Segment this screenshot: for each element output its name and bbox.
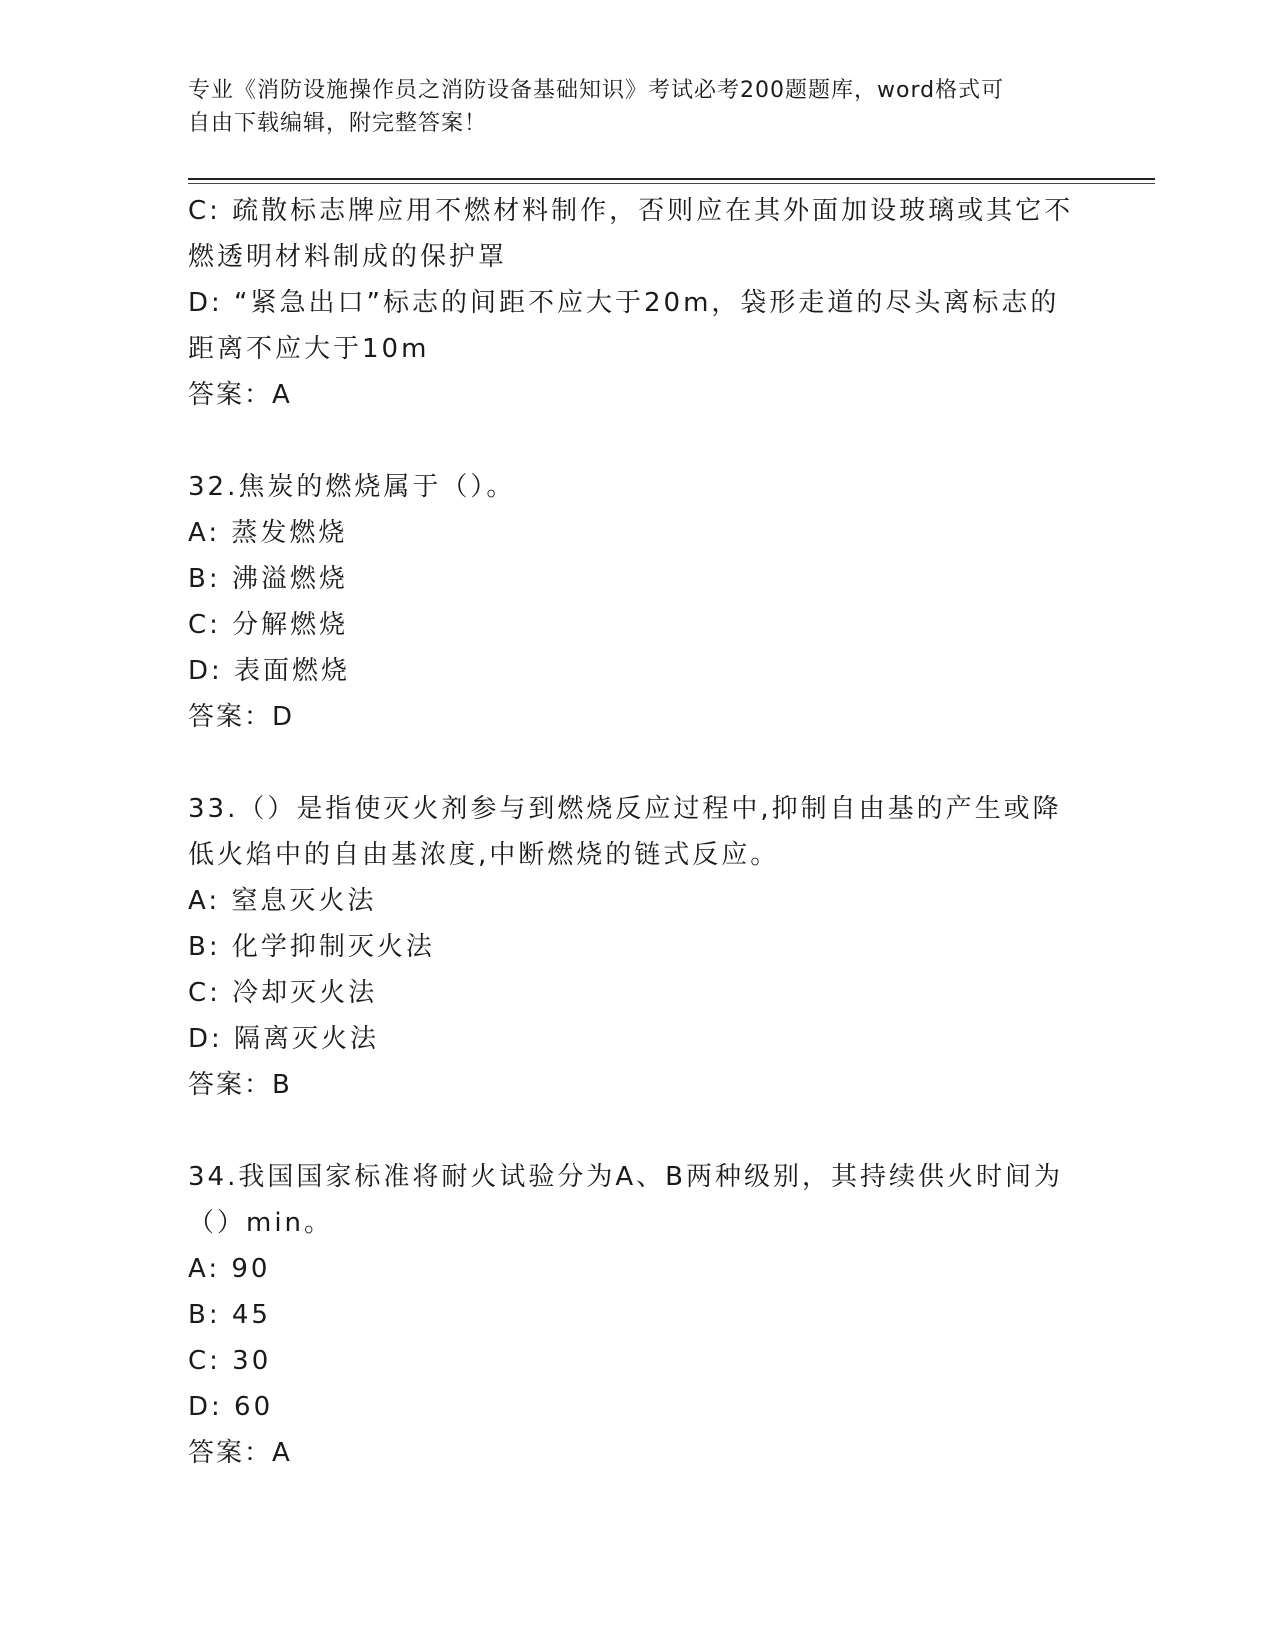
answer-31: 答案：A: [188, 380, 292, 410]
option-a: A: 窒息灭火法: [188, 886, 377, 916]
option-c-line-1: C: 疏散标志牌应用不燃材料制作，否则应在其外面加设玻璃或其它不: [188, 196, 1074, 226]
question-content: [188, 188, 1088, 1476]
option-b: B: 45: [188, 1300, 271, 1330]
option-d-line-2: 距离不应大于10m: [188, 334, 430, 364]
option-d: D: 隔离灭火法: [188, 1024, 380, 1054]
spacer: [188, 1108, 1088, 1154]
option-c-line-2: 燃透明材料制成的保护罩: [188, 242, 508, 272]
question-32-stem: 32.焦炭的燃烧属于（）。: [188, 472, 516, 502]
option-c: C: 30: [188, 1346, 272, 1376]
option-d: D: 60: [188, 1392, 274, 1422]
answer-33: 答案：B: [188, 1070, 292, 1100]
question-33: [188, 786, 1088, 1108]
header-line-2: 自由下载编辑，附完整答案！: [188, 111, 488, 136]
header-line-1: 专业《消防设施操作员之消防设备基础知识》考试必考200题题库，word格式可: [188, 78, 1005, 103]
question-32: [188, 464, 1088, 740]
question-31-tail: [188, 188, 1088, 418]
option-d: D: 表面燃烧: [188, 656, 351, 686]
option-a: A: 90: [188, 1254, 271, 1284]
spacer: [188, 740, 1088, 786]
document-header: [188, 74, 1068, 140]
header-divider-thin: [188, 183, 1155, 184]
option-c: C: 冷却灭火法: [188, 978, 378, 1008]
question-33-stem-line-1: 33.（）是指使灭火剂参与到燃烧反应过程中,抑制自由基的产生或降: [188, 794, 1062, 824]
spacer: [188, 418, 1088, 464]
question-34-stem-line-1: 34.我国国家标准将耐火试验分为A、B两种级别，其持续供火时间为: [188, 1162, 1063, 1192]
question-33-stem-line-2: 低火焰中的自由基浓度,中断燃烧的链式反应。: [188, 840, 780, 870]
answer-34: 答案：A: [188, 1438, 292, 1468]
question-34: [188, 1154, 1088, 1476]
answer-32: 答案：D: [188, 702, 295, 732]
header-divider-thick: [188, 178, 1155, 180]
option-d-line-1: D: “紧急出口”标志的间距不应大于20m，袋形走道的尽头离标志的: [188, 288, 1060, 318]
option-c: C: 分解燃烧: [188, 610, 349, 640]
question-34-stem-line-2: （）min。: [188, 1208, 334, 1238]
option-a: A: 蒸发燃烧: [188, 518, 348, 548]
option-b: B: 沸溢燃烧: [188, 564, 348, 594]
option-b: B: 化学抑制灭火法: [188, 932, 435, 962]
